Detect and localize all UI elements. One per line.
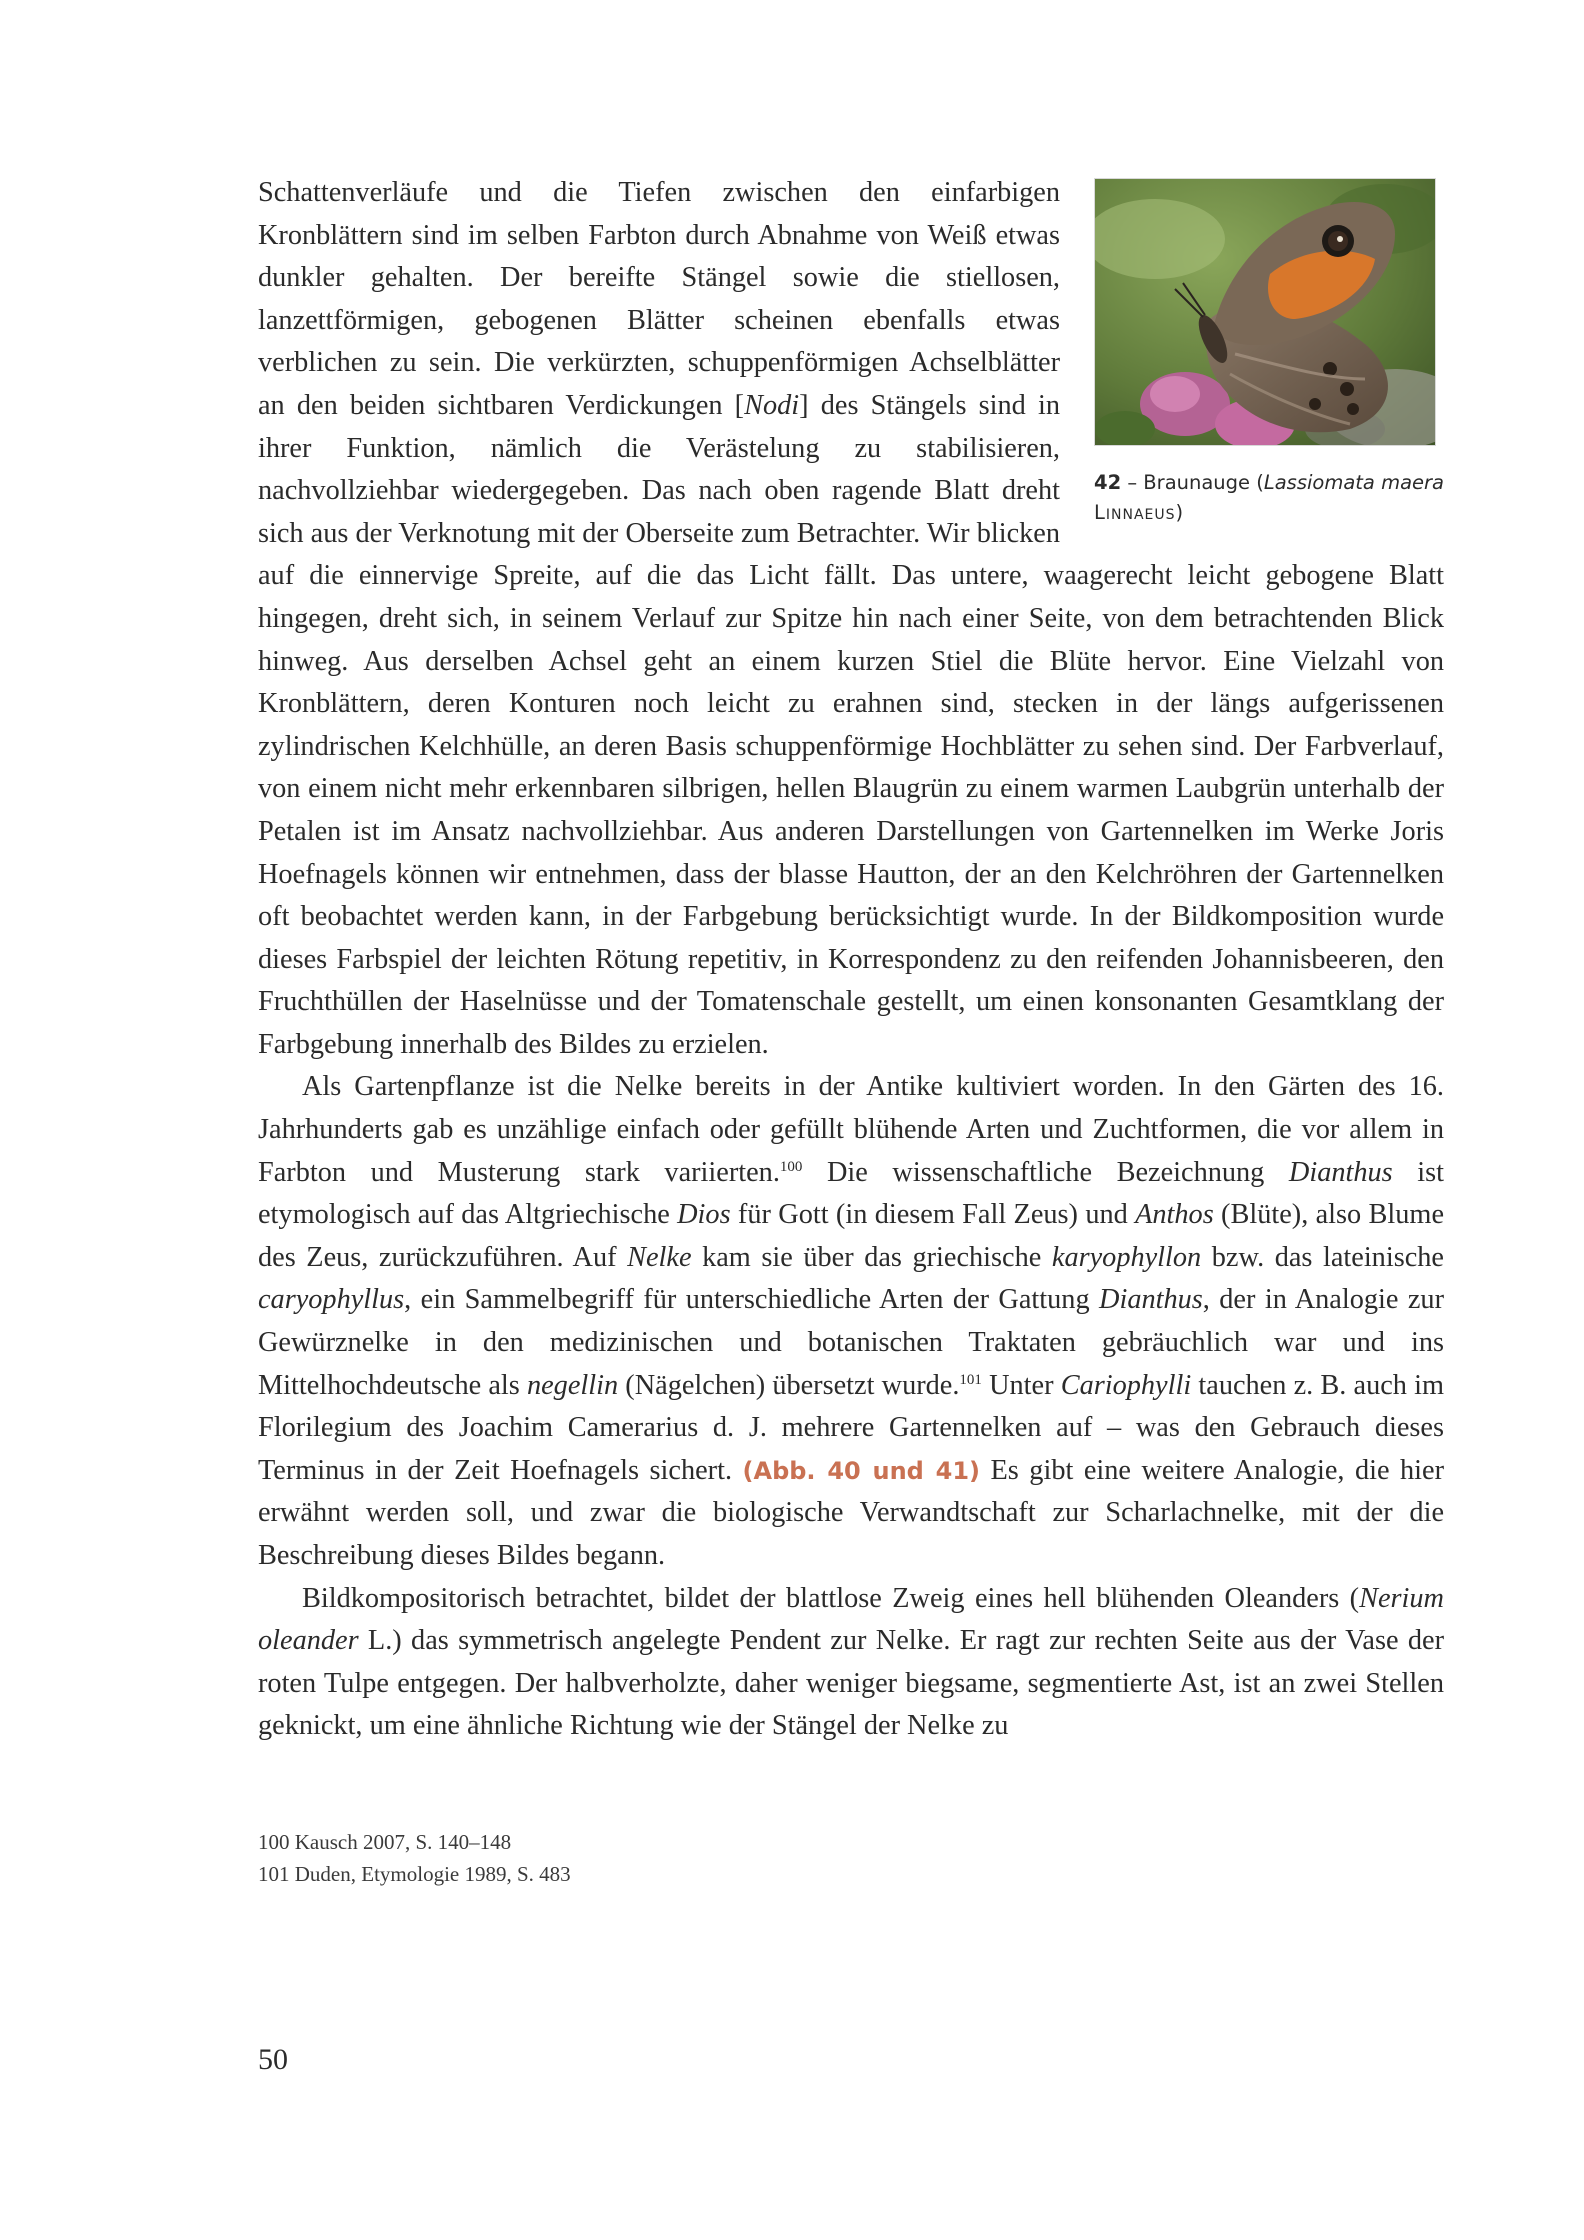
p2-term-dianthus-2: Dianthus <box>1099 1284 1203 1316</box>
figure-reference-link[interactable]: (Abb. 40 und 41) <box>742 1456 981 1485</box>
p2-text-g: bzw. das lateinische <box>1201 1241 1444 1273</box>
p2-text-i: , der in Analogie zur Gewürznelke in den medizinischen und botanischen Traktaten gebräuchlich war und ins Mittelhochdeutsche als <box>258 1284 1444 1401</box>
p2-term-nelke: Nelke <box>627 1241 692 1273</box>
footnote-ref-101[interactable]: 101 <box>959 1371 982 1388</box>
footnotes <box>258 1826 1444 1890</box>
p2-term-karyophyllon: karyophyllon <box>1051 1241 1202 1273</box>
p1-term-nodi: Nodi <box>744 389 800 421</box>
p2-text-a: Als Gartenpflanze ist die Nelke bereits in der Antike kultiviert worden. In den Gärten des 16. Jahrhunderts gab es unzählige einfach oder gefüllt blühende Arten und Zuchtformen, die vor allem in Farbton und Musterung stark variierten. <box>258 1071 1444 1188</box>
footnote-ref-100[interactable]: 100 <box>779 1158 803 1175</box>
caption-close: ) <box>1175 501 1184 524</box>
page-number: 50 <box>258 2043 288 2076</box>
p2-text-f: kam sie über das griechische <box>691 1241 1052 1273</box>
p2-term-caryophyllus: caryophyllus <box>258 1284 405 1316</box>
figure-caption <box>1094 468 1444 528</box>
p3-term-nerium-oleander: Nerium oleander <box>258 1582 1444 1657</box>
p1-text-b: ] des Stängels sind in ihrer Funktion, nämlich die Verästelung zu stabilisieren, nachvollziehbar wiedergegeben. Das nach oben ragende Blatt dreht sich aus der Verknotung mit der Oberseite zum Betrachter. Wir blicken auf die einnervige Spreite, auf die das Licht fällt. Das untere, waagerecht leicht gebogene Blatt hingegen, dreht sich, in seinem Verlauf zur Spitze hin nach einer Seite, von dem betrachtenden Blick hinweg. Aus derselben Achsel geht an einem kurzen Stiel die Blüte hervor. Eine Vielzahl von Kronblättern, deren Konturen noch leicht zu erahnen sind, stecken in der längs aufgerissenen zylindrischen Kelchhülle, an deren Basis schuppenförmige Hochblätter zu sehen sind. Der Farbverlauf, von einem nicht mehr erkennbaren silbrigen, hellen Blaugrün zu einem warmen Laubgrün unterhalb der Petalen ist im Ansatz nachvollziehbar. Aus anderen Darstellungen von Gartennelken im Werke Joris Hoefnagels können wir entnehmen, dass der blasse Hautton, der an den Kelchröhren der Gartennelken oft beobachtet werden kann, in der Farbgebung berücksichtigt wurde. In der Bildkomposition wurde dieses Farbspiel der leichten Rötung repetitiv, in Korrespondenz zu den reifenden Johannisbeeren, den Fruchthüllen der Haselnüsse und der Tomatenschale gestellt, um einen konsonanten Gesamtklang der Farbgebung innerhalb des Bildes zu erzielen. <box>258 389 1444 1060</box>
butterfly-photo <box>1094 178 1436 446</box>
caption-dash: – <box>1121 471 1144 494</box>
p3-text-b: L.) das symmetrisch angelegte Pendent zur Nelke. Er ragt zur rechten Seite aus der Vase der roten Tulpe entgegen. Der halbverholzte, daher weniger biegsame, segmentierte Ast, ist an zwei Stellen geknickt, um eine ähnliche Richtung wie der Stängel der Nelke zu <box>258 1625 1444 1742</box>
p2-text-m: Es gibt eine weitere Analogie, die hier erwähnt werden soll, und zwar die biologische Verwandtschaft zur Scharlachnelke, mit der die Beschreibung dieses Bildes begann. <box>258 1454 1445 1571</box>
p2-term-negellin: negellin <box>526 1369 619 1401</box>
paragraph-2 <box>258 1066 1444 1577</box>
p2-term-dios: Dios <box>677 1199 731 1231</box>
figure-42 <box>1094 178 1444 534</box>
p2-text-e: (Blüte), also Blume des Zeus, zurückzuführen. Auf <box>258 1199 1445 1273</box>
p2-text-d: für Gott (in diesem Fall Zeus) und <box>730 1199 1136 1231</box>
paragraph-3 <box>258 1578 1444 1748</box>
p2-text-c: ist etymologisch auf das Altgriechische <box>258 1156 1444 1231</box>
caption-common-name: Braunauge ( <box>1143 471 1264 494</box>
p2-term-anthos: Anthos <box>1135 1199 1214 1231</box>
p2-term-dianthus: Dianthus <box>1288 1156 1393 1188</box>
figure-number: 42 <box>1094 471 1122 494</box>
footnote-100: 100 Kausch 2007, S. 140–148 <box>258 1830 512 1854</box>
p1-text-a: Schattenverläufe und die Tiefen zwischen den einfarbigen Kronblättern sind im selben Farbton durch Abnahme von Weiß etwas dunkler gehalten. Der bereifte Stängel sowie die stiellosen, lanzettförmigen, gebogenen Blätter scheinen ebenfalls etwas verblichen zu sein. Die verkürzten, schuppenförmigen Achselblätter an den beiden sichtbaren Verdickungen [ <box>258 177 1060 421</box>
p3-text-a: Bildkompositorisch betrachtet, bildet der blattlose Zweig eines hell blühenden Oleanders ( <box>302 1582 1360 1614</box>
p2-text-h: , ein Sammelbegriff für unterschiedliche Arten der Gattung <box>404 1284 1100 1316</box>
body-text <box>258 172 1444 1748</box>
caption-author: Linnaeus <box>1094 501 1176 524</box>
p2-text-b: Die wissenschaftliche Bezeichnung <box>802 1156 1289 1188</box>
p2-text-k: Unter <box>981 1369 1061 1401</box>
p2-text-j: (Nägelchen) übersetzt wurde. <box>618 1369 960 1401</box>
footnote-101: 101 Duden, Etymologie 1989, S. 483 <box>258 1862 571 1886</box>
caption-scientific-name: Lassiomata maera <box>1263 471 1444 494</box>
p2-term-cariophylli: Cariophylli <box>1060 1369 1192 1401</box>
p2-text-l: tauchen z. B. auch im Florilegium des Joachim Camerarius d. J. mehrere Gartennelken auf – was den Gebrauch dieses Terminus in der Zeit Hoefnagels sichert. <box>258 1369 1444 1486</box>
